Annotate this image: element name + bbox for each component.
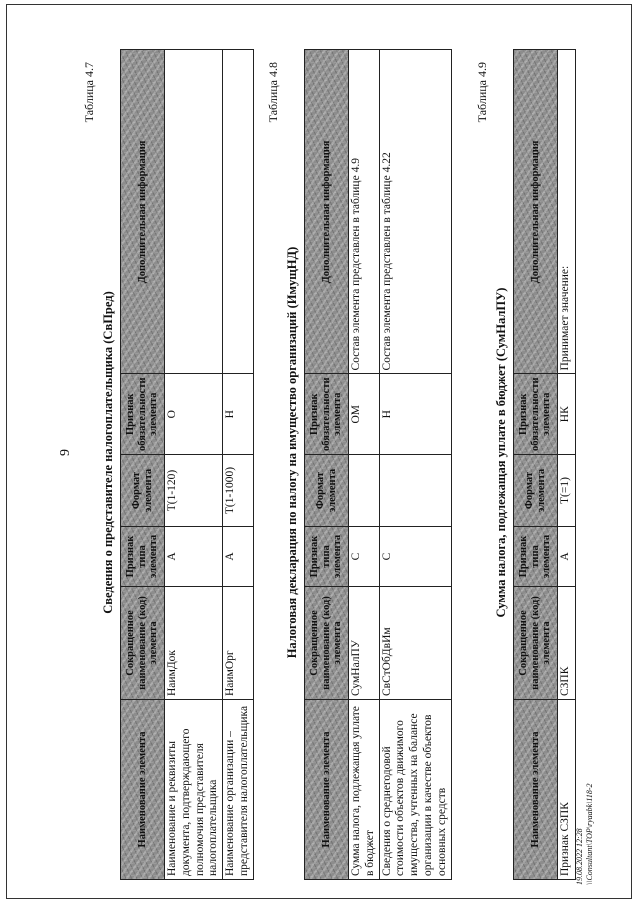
cell-format: [349, 455, 380, 527]
header-mandatory: Признак обязательности элемента: [305, 374, 349, 455]
table-4-7-title: Сведения о представителе налогоплательщика (СвПред): [101, 291, 115, 614]
header-additional-info: Дополнительная информация: [514, 50, 558, 374]
header-type: Признак типа элемента: [514, 527, 558, 587]
table-row: [379, 50, 451, 880]
table-4-9-title: Сумма налога, подлежащая уплате в бюджет (СумНалПУ): [494, 287, 508, 618]
cell-element-name: Признак СЗПК: [558, 700, 576, 880]
header-element-name: Наименование элемента: [121, 700, 165, 880]
cell-mandatory: Н: [379, 374, 451, 455]
cell-type: А: [558, 527, 576, 587]
cell-additional-info: [165, 50, 223, 374]
cell-type: А: [165, 527, 223, 587]
header-short-code: Сокращенное наименование (код) элемента: [514, 587, 558, 700]
page-number: 9: [58, 449, 73, 456]
table-header-row: [121, 50, 165, 880]
cell-mandatory: Н: [223, 374, 254, 455]
table-row: [165, 50, 223, 880]
header-format: Формат элемента: [514, 455, 558, 527]
cell-element-name: Наименование организации – представителя налогоплательщика: [223, 700, 254, 880]
cell-short-code: НаимОрг: [223, 587, 254, 700]
header-type: Признак типа элемента: [121, 527, 165, 587]
cell-short-code: СвСтОбДвИм: [379, 587, 451, 700]
header-format: Формат элемента: [121, 455, 165, 527]
stamp-path: \\Consultant\TOP\ryaabk\118-2: [585, 783, 594, 885]
cell-element-name: Наименование и реквизиты документа, подтверждающего полномочия представителя налогоплательщика: [165, 700, 223, 880]
header-mandatory: Признак обязательности элемента: [121, 374, 165, 455]
header-type: Признак типа элемента: [305, 527, 349, 587]
header-short-code: Сокращенное наименование (код) элемента: [121, 587, 165, 700]
cell-format: T(1-120): [165, 455, 223, 527]
table-4-8-caption: Таблица 4.8: [266, 62, 280, 123]
cell-short-code: СЗПК: [558, 587, 576, 700]
table-4-7-caption: Таблица 4.7: [82, 62, 96, 123]
header-element-name: Наименование элемента: [305, 700, 349, 880]
header-additional-info: Дополнительная информация: [121, 50, 165, 374]
cell-element-name: Сумма налога, подлежащая уплате в бюджет: [349, 700, 380, 880]
table-header-row: [305, 50, 349, 880]
table-4-8-title: Налоговая декларация по налогу на имущество организаций (ИмущНД): [285, 246, 299, 659]
stamp-date: 19.08.2022 12:28: [575, 828, 584, 885]
table-row: [349, 50, 380, 880]
cell-additional-info: Принимает значение:: [558, 50, 576, 374]
cell-mandatory: ОМ: [349, 374, 380, 455]
header-mandatory: Признак обязательности элемента: [514, 374, 558, 455]
table-4-9-caption: Таблица 4.9: [475, 62, 489, 123]
cell-mandatory: О: [165, 374, 223, 455]
cell-additional-info: [223, 50, 254, 374]
header-short-code: Сокращенное наименование (код) элемента: [305, 587, 349, 700]
cell-format: T(1-1000): [223, 455, 254, 527]
print-stamp: [575, 735, 595, 885]
header-element-name: Наименование элемента: [514, 700, 558, 880]
table-4-9: [513, 49, 576, 880]
cell-type: С: [379, 527, 451, 587]
cell-short-code: СумНалПУ: [349, 587, 380, 700]
cell-element-name: Сведения о среднегодовой стоимости объектов движимого имущества, учтенных на балансе организации в качестве объектов основных средств: [379, 700, 451, 880]
cell-additional-info: Состав элемента представлен в таблице 4.9: [349, 50, 380, 374]
header-additional-info: Дополнительная информация: [305, 50, 349, 374]
cell-mandatory: НК: [558, 374, 576, 455]
header-format: Формат элемента: [305, 455, 349, 527]
cell-format: T(=1): [558, 455, 576, 527]
cell-type: А: [223, 527, 254, 587]
table-header-row: [514, 50, 558, 880]
cell-type: С: [349, 527, 380, 587]
cell-format: [379, 455, 451, 527]
cell-short-code: НаимДок: [165, 587, 223, 700]
table-row: [223, 50, 254, 880]
cell-additional-info: Состав элемента представлен в таблице 4.22: [379, 50, 451, 374]
table-row: [558, 50, 576, 880]
table-4-8: [304, 49, 452, 880]
table-4-7: [120, 49, 254, 880]
